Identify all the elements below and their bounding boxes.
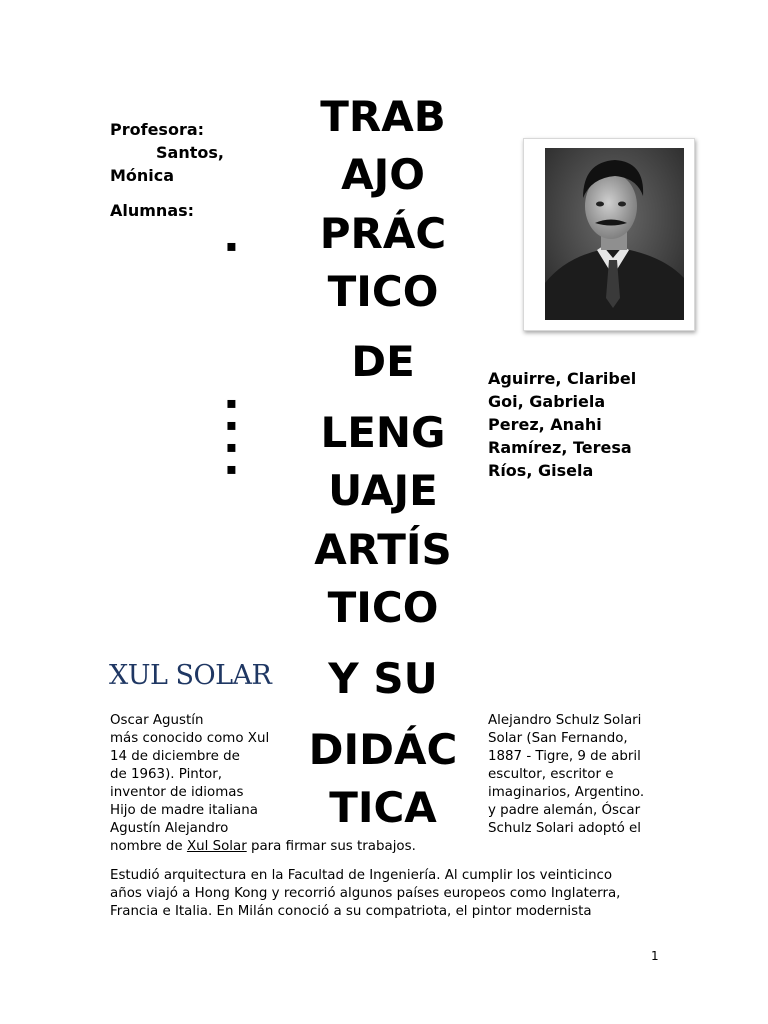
body-line: imaginarios, Argentino. xyxy=(488,785,645,800)
body-line: de 1963). Pintor, xyxy=(110,767,223,782)
title-line: Y SU xyxy=(328,654,438,703)
name-line xyxy=(110,838,416,856)
xul-solar-link[interactable]: Xul Solar xyxy=(186,839,247,854)
paragraph-line: Francia e Italia. En Milán conoció a su compatriota, el pintor modernista xyxy=(110,904,592,919)
profesora-name-line2: Mónica xyxy=(110,166,175,185)
portrait-photo-icon xyxy=(545,148,684,320)
body-line: Solar (San Fernando, xyxy=(488,731,628,746)
body-line: inventor de idiomas xyxy=(110,785,244,800)
bullet-marker: ▪ xyxy=(226,393,237,412)
title-line: TICO xyxy=(327,583,439,632)
title-line: DE xyxy=(351,337,415,386)
title-line: TICA xyxy=(329,783,437,832)
title-line: DIDÁC xyxy=(308,725,458,774)
students-list xyxy=(488,367,636,482)
title-line: TRAB xyxy=(320,92,446,141)
name-line-before: nombre de xyxy=(110,839,187,854)
title-line: AJO xyxy=(341,150,425,199)
title-line: LENG xyxy=(320,408,446,457)
student-name: Ríos, Gisela xyxy=(488,461,594,480)
alumnas-label: Alumnas: xyxy=(110,201,195,220)
body-line: más conocido como Xul xyxy=(110,731,270,746)
title-line: PRÁC xyxy=(319,209,447,258)
profesora-label: Profesora: xyxy=(110,120,205,139)
body-left-column xyxy=(110,712,269,838)
body-line: Schulz Solari adoptó el xyxy=(488,821,641,836)
title-line: TICO xyxy=(327,267,439,316)
bullet-marker: ▪ xyxy=(226,236,237,255)
section-heading: XUL SOLAR xyxy=(109,660,272,691)
body-line: Agustín Alejandro xyxy=(110,821,229,836)
title-line: UAJE xyxy=(328,466,438,515)
paragraph-line: años viajó a Hong Kong y recorrió algunos países europeos como Inglaterra, xyxy=(110,886,621,901)
student-name: Ramírez, Teresa xyxy=(488,438,632,457)
title-line: ARTÍS xyxy=(314,525,452,574)
student-name: Aguirre, Claribel xyxy=(488,369,637,388)
bullet-marker: ▪ xyxy=(226,437,237,456)
body-line: Oscar Agustín xyxy=(110,713,204,728)
body-line: escultor, escritor e xyxy=(488,767,614,782)
bullet-marker: ▪ xyxy=(226,459,237,478)
student-name: Perez, Anahi xyxy=(488,415,602,434)
body-line: y padre alemán, Óscar xyxy=(488,803,641,818)
profesora-name-line1: Santos, xyxy=(156,143,224,162)
body-line: 1887 - Tigre, 9 de abril xyxy=(488,749,641,764)
body-line: Alejandro Schulz Solari xyxy=(488,713,642,728)
body-line: Hijo de madre italiana xyxy=(110,803,258,818)
name-line-after: para firmar sus trabajos. xyxy=(246,839,416,854)
student-name: Goi, Gabriela xyxy=(488,392,606,411)
bullet-marker: ▪ xyxy=(226,415,237,434)
body-line: 14 de diciembre de xyxy=(110,749,240,764)
page-number: 1 xyxy=(651,949,659,963)
body-right-column xyxy=(488,712,644,838)
portrait-photo xyxy=(523,138,695,331)
paragraph-line: Estudió arquitectura en la Facultad de Ingeniería. Al cumplir los veinticinco xyxy=(110,868,613,883)
